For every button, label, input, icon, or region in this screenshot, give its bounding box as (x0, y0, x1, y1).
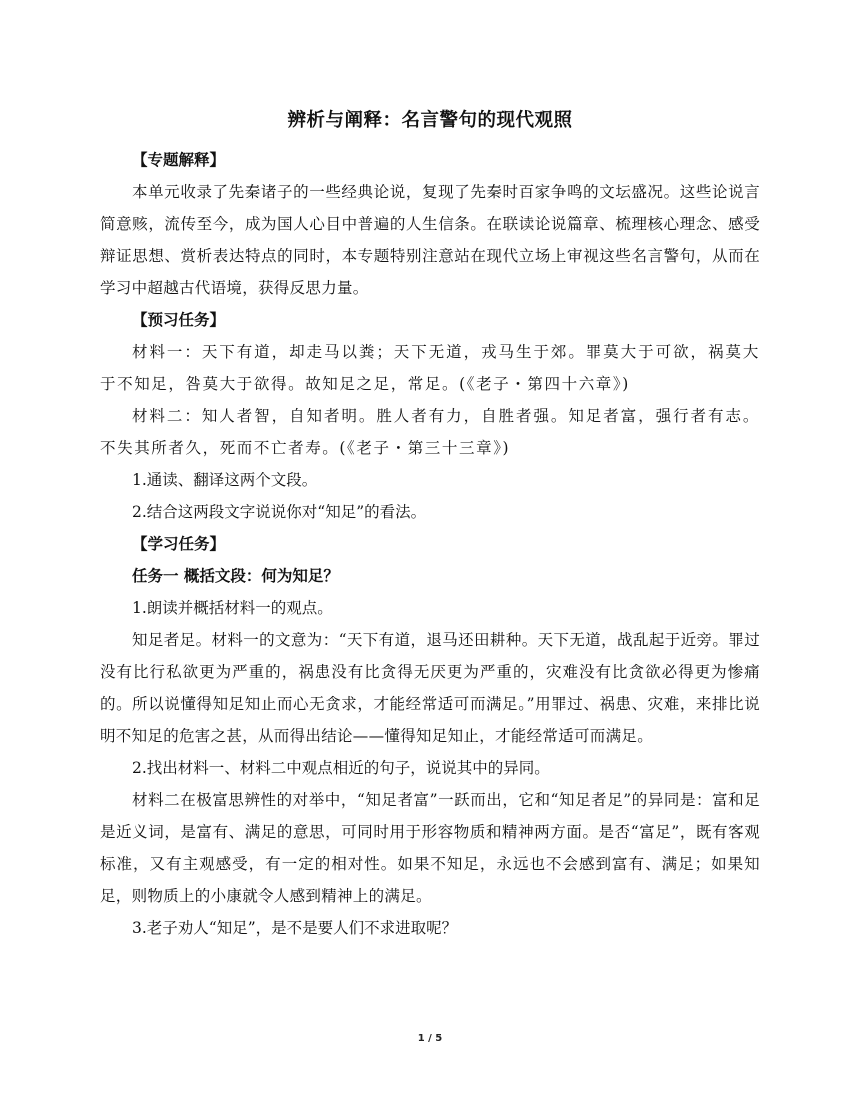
intro-paragraph: 本单元收录了先秦诸子的一些经典论说，复现了先秦时百家争鸣的文坛盛况。这些论说言简意赅，流传至今，成为国人心目中普遍的人生信条。在联读论说篇章、梳理核心理念、感受辩证思想、赏析表达特点的同时，本专题特别注意站在现代立场上审视这些名言警句，从而在学习中超越古代语境，获得反思力量。 (100, 183, 760, 297)
answer-1: 知足者足。材料一的文意为：“天下有道，退马还田耕种。天下无道，战乱起于近旁。罪过没有比行私欲更为严重的，祸患没有比贪得无厌更为严重的，灾难没有比贪欲必得更为惨痛的。所以说懂得知足知止而心无贪求，才能经常适可而满足。”用罪过、祸患、灾难，来排比说明不知足的危害之甚，从而得出结论——懂得知足知止，才能经常适可而满足。 (100, 631, 760, 745)
question-2: 2.找出材料一、材料二中观点相近的句子，说说其中的异同。 (132, 759, 550, 777)
document-page (100, 106, 760, 944)
task-one-heading: 任务一 概括文段：何为知足？ (132, 567, 339, 585)
question-1: 1.朗读并概括材料一的观点。 (132, 599, 333, 617)
answer-2: 材料二在极富思辨性的对举中，“知足者富”一跃而出，它和“知足者足”的异同是：富和足是近义词，是富有、满足的意思，可同时用于形容物质和精神两方面。是否“富足”，既有客观标准，又有主观感受，有一定的相对性。如果不知足，永远也不会感到富有、满足；如果知足，则物质上的小康就令人感到精神上的满足。 (100, 791, 760, 905)
material-two: 材料二：知人者智，自知者明。胜人者有力，自胜者强。知足者富，强行者有志。不失其所者久，死而不亡者寿。(《老子・第三十三章》) (100, 407, 760, 457)
preview-item-2: 2.结合这两段文字说说你对“知足”的看法。 (132, 503, 427, 521)
preview-item-1: 1.通读、翻译这两个文段。 (132, 471, 318, 489)
document-title: 辨析与阐释：名言警句的现代观照 (287, 110, 573, 131)
section-heading-intro: 【专题解释】 (132, 151, 226, 169)
section-heading-preview: 【预习任务】 (132, 311, 226, 329)
material-one: 材料一：天下有道，却走马以粪；天下无道，戎马生于郊。罪莫大于可欲，祸莫大于不知足，咎莫大于欲得。故知足之足，常足。(《老子・第四十六章》) (100, 343, 760, 393)
section-heading-study: 【学习任务】 (132, 535, 226, 553)
page-number: 1 / 5 (417, 1033, 443, 1044)
question-3: 3.老子劝人“知足”，是不是要人们不求进取呢？ (132, 919, 458, 937)
